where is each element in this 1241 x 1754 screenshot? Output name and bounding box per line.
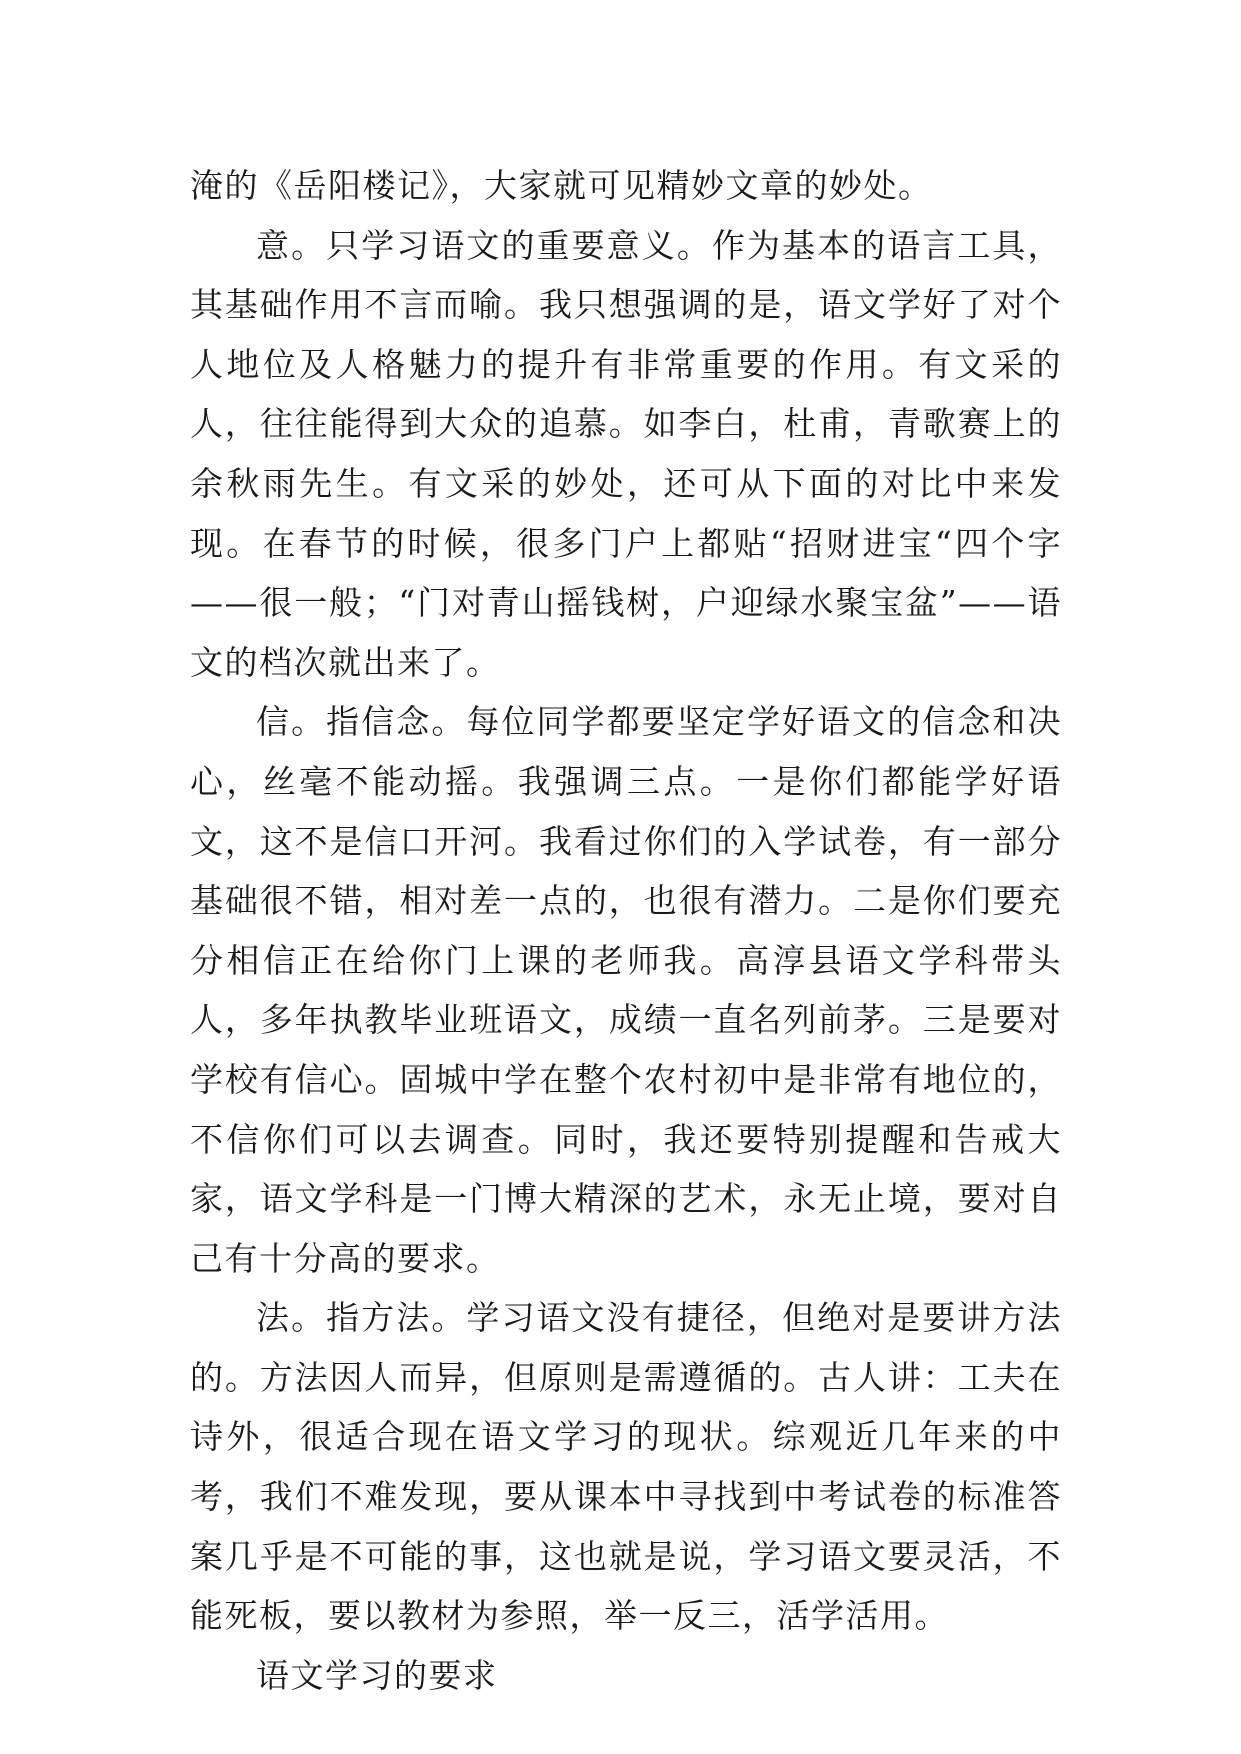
paragraph-fa: 法。指方法。学习语文没有捷径，但绝对是要讲方法的。方法因人而异，但原则是需遵循的。古人讲：工夫在诗外，很适合现在语文学习的现状。综观近几年来的中考，我们不难发现，要从课本中寻找到中考试卷的标准答案几乎是不可能的事，这也就是说，学习语文要灵活，不能死板，要以教材为参照，举一反三，活学活用。 (190, 1298, 1062, 1636)
paragraph-xin: 信。指信念。每位同学都要坚定学好语文的信念和决心，丝毫不能动摇。我强调三点。一是你们都能学好语文，这不是信口开河。我看过你们的入学试卷，有一部分基础很不错，相对差一点的，也很有潜力。二是你们要充分相信正在给你门上课的老师我。高淳县语文学科带头人，多年执教毕业班语文，成绩一直名列前茅。三是要对学校有信心。固城中学在整个农村初中是非常有地位的，不信你们可以去调查。同时，我还要特别提醒和告戒大家，语文学科是一门博大精深的艺术，永无止境，要对自己有十分高的要求。 (190, 702, 1062, 1278)
paragraph-yi: 意。只学习语文的重要意义。作为基本的语言工具，其基础作用不言而喻。我只想强调的是，语文学好了对个人地位及人格魅力的提升有非常重要的作用。有文采的人，往往能得到大众的追慕。如李白，杜甫，青歌赛上的余秋雨先生。有文采的妙处，还可从下面的对比中来发现。在春节的时候，很多门户上都贴“招财进宝“四个字——很一般；“门对青山摇钱树，户迎绿水聚宝盆”——语文的档次就出来了。 (190, 225, 1062, 682)
paragraph-continuation: 淹的《岳阳楼记》，大家就可见精妙文章的妙处。 (190, 166, 933, 205)
document-body (190, 156, 1062, 1705)
section-heading: 语文学习的要求 (256, 1655, 498, 1695)
